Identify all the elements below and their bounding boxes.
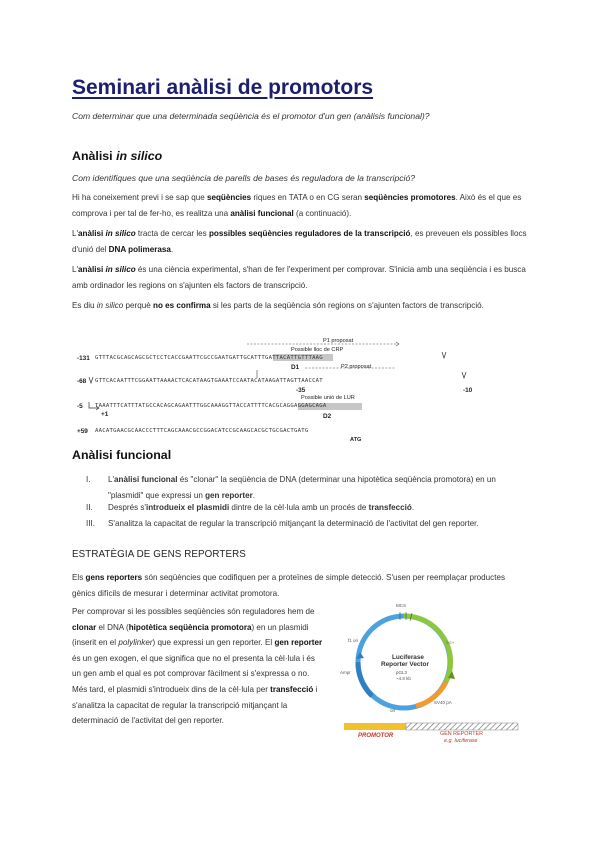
functional-heading: Anàlisi funcional [72,448,172,462]
label-possible-lloc-2: Possible unió de LUR [301,395,355,401]
in-silico-paragraph-1: Hi ha coneixement previ i se sap que seqüències riques en TATA o en CG seran seqüències promotores. Això és el que es comprova i per tal de fer-ho, es realitza una anàlisi funcional (a continuació). [72,193,522,218]
item-number: II. [86,503,93,512]
in-silico-question: Com identifiques que una seqüència de parells de bases és reguladora de la transcripció? [72,173,416,183]
seq-line-4: AACATGAACGCAACCCTTTCAGCAAACGCCGGACATCCGCAAGCACGCTGCGACTGATG [95,428,309,434]
label-p2-proposat: P2 proposat [341,364,372,370]
vector-size: ~4.8 kb [396,676,411,681]
seq-num-4: +59 [77,428,88,435]
reporters-heading: ESTRATÈGIA DE GENS REPORTERS [72,549,246,560]
label-luciferase: luc+ [446,640,455,645]
seq-num-2: -68 [77,378,87,385]
label-d2: D2 [323,413,332,420]
reporter-sublabel: e.g. luciferase [444,738,478,744]
seq-num-3: -5 [77,403,83,410]
page-title: Seminari anàlisi de promotors [72,76,374,99]
seq-line-3: TAAATTTCATTTATGCCACAGCAGAATTTGGCAAAGGTTACCATTTTCACGCAGGAGGAGCAGA [95,403,327,409]
vector-title-2: Reporter Vector [381,661,429,668]
promotor-bar [344,723,406,730]
functional-item-2: II. Després s'introdueix el plasmidi dintre de la cèl·lula amb un procés de transfecció. [108,500,528,516]
luciferase-vector-figure [336,600,536,750]
vector-sub: pGL3 [396,670,408,675]
reporters-paragraph-2: Per comprovar si les possibles seqüències són reguladores hem de clonar el DNA (hipotètica seqüència promotora) en un plasmidi (inserit en el polylinker) que expressi un gen reporter. El gen reporter és un gen exogen, el que significa que no el presenta la cèl·lula i és un gen amb el qual es pot comprovar fàcilment si s'expressa o no. Més tard, el plasmidi s'introdueix dins de la cèl·lula per transfecció i s'analitza la capacitat de regular la transcripció mitjançant la determinació de l'activitat del gen reporter. [72,607,323,726]
promoter-sequence-figure [77,338,527,443]
in-silico-paragraph-2: L'anàlisi in silico tracta de cercar les possibles seqüències reguladores de la transcripció, es preveuen els possibles llocs d'unió del DNA polimerasa. [72,229,527,254]
seq-num-1: -131 [77,355,90,362]
label-d1: D1 [291,364,300,371]
label-possible-lloc-1: Possible lloc de CRP [291,347,344,353]
plasmid-ring-amp [358,662,372,696]
label-ori: ori [390,708,396,713]
item-number: III. [86,519,95,528]
functional-item-1: I. L'anàlisi funcional és "clonar" la seqüència de DNA (determinar una hipotètica seqüència promotora) en un "plasmidi" que expressi un gen reporter. [108,472,528,503]
label-mcs: MCS [396,603,406,608]
label-atg: ATG [350,437,362,443]
label-minus10: -10 [463,387,473,394]
seq-line-1: GTTTACGCAGCAGCGCTCCTCACCGAATTCGCCGAATGATTGCATTTGATTACATTGTTTAAG [95,355,323,361]
heading-text: Anàlisi [72,149,117,163]
label-plus1: +1 [101,411,109,418]
in-silico-paragraph-4: Es diu in silico perquè no es confirma si les parts de la seqüència són regions on s'ajunten factors de transcripció. [72,301,484,310]
label-ampr: Ampr [340,670,351,675]
seq-line-2: GTTCACAATTTCGGAATTAAAACTCACATAAGTGAAATCCAATACATAAGATTAGTTAACCAT [95,378,323,384]
plasmid-map [336,600,536,750]
reporters-paragraph-1: Els gens reporters són seqüències que codifiquen per a proteïnes de simple detecció. S'usen per reemplaçar productes gènics difícils de mesurar i determinar activitat promotora. [72,573,506,598]
in-silico-heading [72,149,162,163]
in-silico-paragraph-3: L'anàlisi in silico és una ciència experimental, s'han de fer l'experiment per comprovar. S'inicia amb una seqüència i es busca amb ordinador les regions on s'ajunten els factors de transcripció. [72,265,526,290]
functional-item-3: III. S'analitza la capacitat de regular la transcripció mitjançant la determinació de l'activitat del gen reporter. [108,516,538,532]
item-number: I. [86,475,91,484]
plasmid-ring-luciferase [404,616,451,682]
page-subtitle: Com determinar que una determinada seqüència és el promotor d'un gen (anàlisis funcional)? [72,111,430,121]
promotor-label: PROMOTOR [358,733,394,739]
label-p1-proposat: P1 proposat [323,338,354,344]
reporter-label: GEN REPORTER [440,731,484,737]
label-f1ori: f1 ori [348,638,359,643]
reporter-gene-bar [406,723,518,730]
label-sv40: SV40 pA [434,700,452,705]
vector-title: Luciferase [392,654,424,661]
label-minus35: -35 [296,387,306,394]
heading-italic-text: in silico [116,149,163,163]
